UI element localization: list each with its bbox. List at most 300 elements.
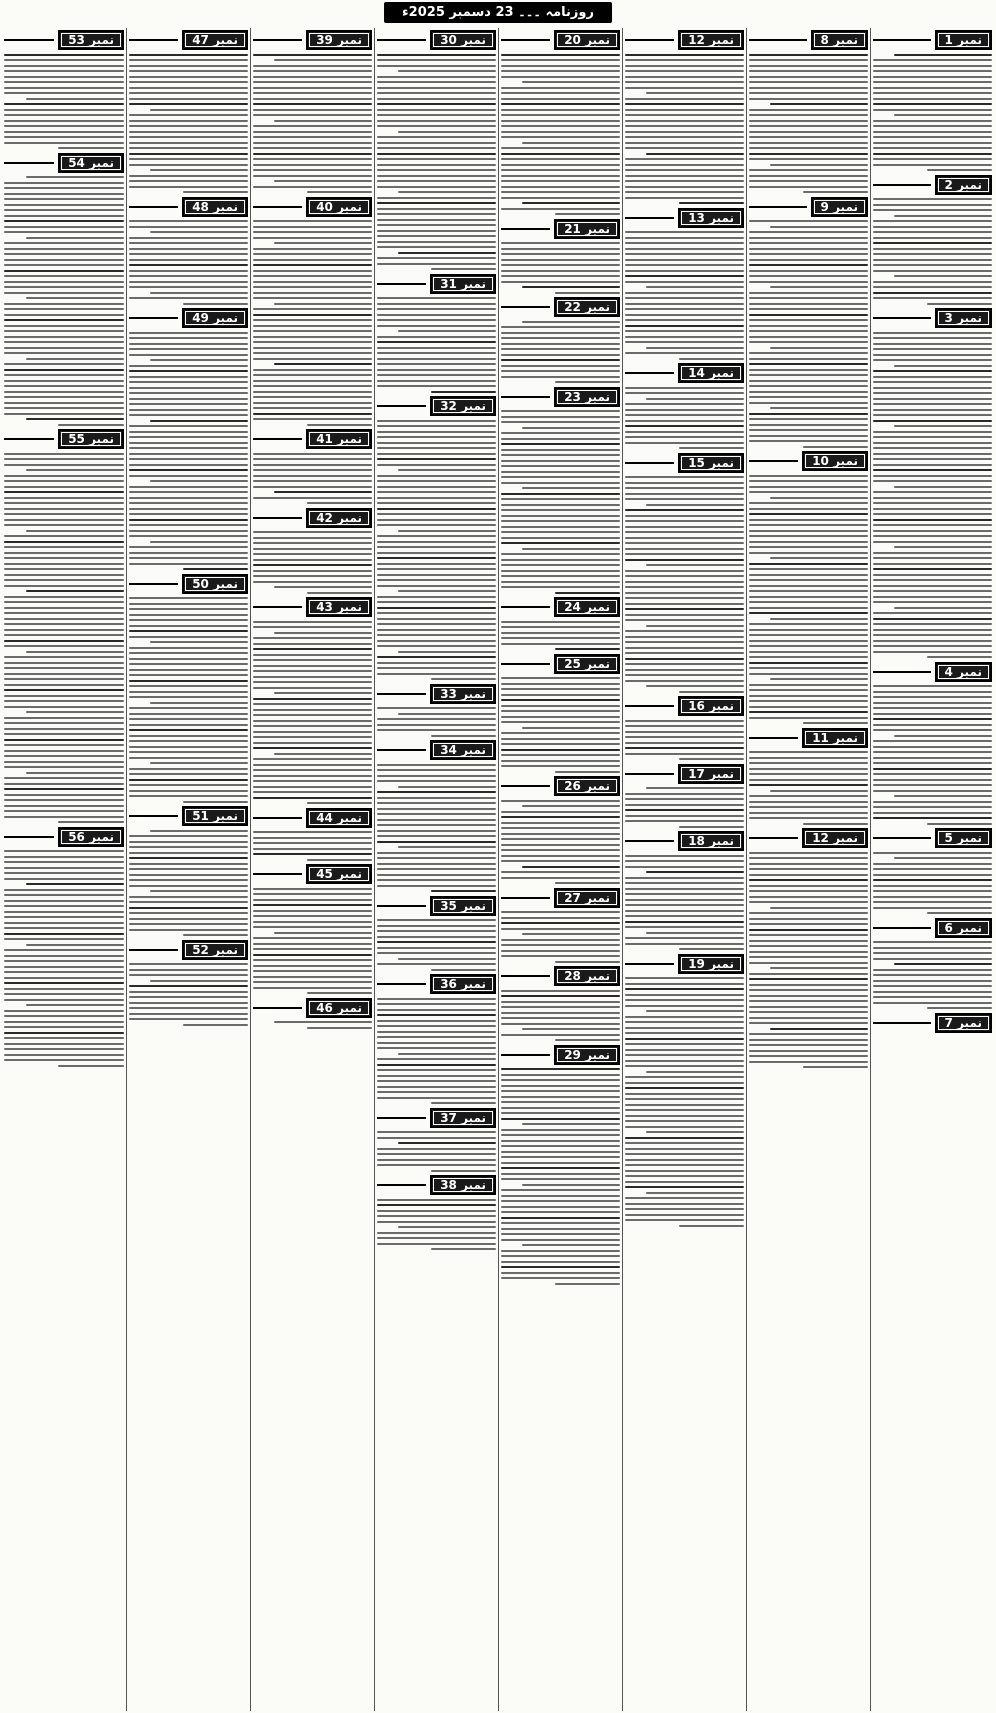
text-line (253, 959, 372, 961)
text-line (501, 1118, 620, 1120)
text-line (749, 336, 868, 338)
text-line (129, 923, 248, 925)
text-line (501, 559, 620, 561)
text-line (749, 1011, 868, 1013)
text-line (873, 740, 992, 742)
text-line (398, 70, 496, 72)
news-column (2, 28, 126, 1711)
text-line (4, 993, 124, 995)
text-line (749, 762, 868, 764)
text-line (625, 158, 744, 160)
text-line (873, 264, 992, 266)
news-column (250, 28, 374, 1711)
text-line (873, 779, 992, 781)
text-line (873, 941, 992, 943)
text-line (873, 952, 992, 954)
text-line (749, 435, 868, 437)
text-line (749, 879, 868, 881)
text-line (749, 319, 868, 321)
text-line (129, 103, 248, 105)
text-line (501, 354, 620, 356)
text-line (253, 169, 372, 171)
text-line (625, 1076, 744, 1078)
text-line (749, 1006, 868, 1008)
text-line (625, 259, 744, 261)
text-line (873, 70, 992, 72)
item-header (625, 453, 744, 473)
text-line (749, 369, 868, 371)
text-line (625, 81, 744, 83)
text-line (129, 519, 248, 521)
item-header (253, 998, 372, 1018)
text-line (749, 962, 868, 964)
item-number-label: نمبر 14 (678, 363, 744, 383)
text-line (522, 142, 620, 144)
text-line (377, 707, 496, 709)
text-line (501, 849, 620, 851)
text-line (129, 625, 248, 627)
text-line (770, 103, 868, 105)
text-line (129, 513, 248, 515)
item-header (377, 974, 496, 994)
text-line (625, 142, 744, 144)
text-line (377, 634, 496, 636)
text-line (129, 370, 248, 372)
text-line (4, 700, 124, 702)
text-line (4, 1043, 124, 1045)
news-item (4, 429, 124, 823)
text-line (770, 497, 868, 499)
text-line (4, 114, 124, 116)
text-line (398, 131, 496, 133)
text-line (625, 248, 744, 250)
text-line (501, 855, 620, 857)
text-line (625, 1170, 744, 1172)
text-line (431, 1102, 496, 1104)
text-line (274, 753, 372, 755)
item-body-text (873, 852, 992, 915)
text-line (873, 901, 992, 903)
text-line (749, 242, 868, 244)
text-line (927, 303, 992, 305)
text-line (625, 425, 744, 427)
text-line (274, 120, 372, 122)
text-line (501, 76, 620, 78)
text-line (377, 486, 496, 488)
text-line (4, 1037, 124, 1039)
text-line (4, 374, 124, 376)
header-rule (501, 975, 550, 977)
text-line (253, 136, 372, 138)
text-line (253, 259, 372, 261)
text-line (501, 191, 620, 193)
text-line (377, 491, 496, 493)
text-line (625, 325, 744, 327)
text-line (749, 180, 868, 182)
text-line (4, 303, 124, 305)
text-line (129, 885, 248, 887)
text-line (625, 1164, 744, 1166)
text-line (646, 1131, 744, 1133)
text-line (377, 103, 496, 105)
news-item (625, 954, 744, 1227)
text-line (377, 645, 496, 647)
text-line (377, 656, 496, 658)
text-line (625, 180, 744, 182)
text-line (501, 59, 620, 61)
text-line (625, 264, 744, 266)
text-line (253, 147, 372, 149)
text-line (129, 901, 248, 903)
text-line (307, 502, 372, 504)
text-line (501, 1206, 620, 1208)
item-number-label: نمبر 44 (306, 808, 372, 828)
text-line (129, 868, 248, 870)
text-line (377, 54, 496, 56)
text-line (129, 907, 248, 909)
text-line (501, 1001, 620, 1003)
text-line (501, 114, 620, 116)
text-line (873, 109, 992, 111)
text-line (873, 370, 992, 372)
text-line (501, 1006, 620, 1008)
text-line (749, 590, 868, 592)
text-line (749, 475, 868, 477)
text-line (749, 491, 868, 493)
text-line (749, 868, 868, 870)
text-line (625, 855, 744, 857)
text-line (873, 242, 992, 244)
text-line (873, 59, 992, 61)
item-number-label: نمبر 39 (306, 30, 372, 50)
text-line (377, 241, 496, 243)
text-line (749, 795, 868, 797)
text-line (749, 114, 868, 116)
text-line (625, 1016, 744, 1018)
text-line (749, 717, 868, 719)
text-line (749, 325, 868, 327)
text-line (253, 893, 372, 895)
text-line (129, 286, 248, 288)
text-line (749, 645, 868, 647)
text-line (307, 992, 372, 994)
text-line (377, 1020, 496, 1022)
text-line (4, 750, 124, 752)
text-line (307, 424, 372, 426)
text-line (274, 932, 372, 934)
text-line (501, 694, 620, 696)
text-line (749, 131, 868, 133)
text-line (377, 81, 496, 83)
text-line (129, 680, 248, 682)
news-item (253, 30, 372, 193)
item-header (501, 654, 620, 674)
header-rule (625, 372, 674, 374)
text-line (377, 114, 496, 116)
text-line (377, 464, 496, 466)
news-item (4, 827, 124, 1067)
news-item (129, 308, 248, 570)
text-line (129, 491, 248, 493)
text-line (749, 784, 868, 786)
text-line (150, 702, 248, 704)
news-column (126, 28, 250, 1711)
text-line (4, 1026, 124, 1028)
text-line (150, 980, 248, 982)
text-line (749, 186, 868, 188)
text-line (873, 131, 992, 133)
text-line (4, 766, 124, 768)
text-line (377, 1097, 496, 1099)
text-line (253, 681, 372, 683)
text-line (501, 87, 620, 89)
text-line (4, 949, 124, 951)
text-line (253, 92, 372, 94)
text-line (625, 820, 744, 822)
text-line (377, 857, 496, 859)
text-line (501, 410, 620, 412)
text-line (501, 454, 620, 456)
text-line (679, 1225, 744, 1227)
text-line (625, 1214, 744, 1216)
text-line (749, 391, 868, 393)
text-line (625, 736, 744, 738)
text-line (4, 253, 124, 255)
text-line (129, 779, 248, 781)
text-line (253, 581, 372, 583)
text-line (501, 253, 620, 255)
text-line (377, 1199, 496, 1201)
text-line (253, 253, 372, 255)
text-line (749, 1000, 868, 1002)
text-line (253, 786, 372, 788)
item-number-label: نمبر 1 (935, 30, 992, 50)
text-line (522, 1123, 620, 1125)
text-line (4, 546, 124, 548)
text-line (501, 1272, 620, 1274)
text-line (501, 476, 620, 478)
text-line (873, 947, 992, 949)
text-line (625, 753, 744, 755)
text-line (522, 1028, 620, 1030)
text-line (749, 817, 868, 819)
text-line (749, 81, 868, 83)
item-body-text (501, 321, 620, 384)
text-line (4, 491, 124, 493)
item-number-label: نمبر 31 (430, 274, 496, 294)
text-line (749, 552, 868, 554)
text-line (377, 120, 496, 122)
item-number-label: نمبر 12 (678, 30, 744, 50)
text-line (4, 689, 124, 691)
item-body-text (129, 54, 248, 194)
text-line (4, 109, 124, 111)
text-line (501, 1200, 620, 1202)
item-body-text (501, 242, 620, 294)
news-item (377, 1175, 496, 1250)
item-body-text (4, 176, 124, 426)
text-line (501, 1250, 620, 1252)
text-line (873, 629, 992, 631)
text-line (26, 590, 124, 592)
text-line (873, 801, 992, 803)
text-line (4, 380, 124, 382)
text-line (129, 729, 248, 731)
text-line (58, 147, 124, 149)
text-line (4, 513, 124, 515)
item-body-text (253, 453, 372, 505)
text-line (129, 458, 248, 460)
text-line (26, 176, 124, 178)
text-line (625, 131, 744, 133)
item-body-text (625, 977, 744, 1227)
header-rule (129, 206, 178, 208)
text-line (4, 656, 124, 658)
text-line (129, 54, 248, 56)
text-line (253, 125, 372, 127)
item-header (253, 197, 372, 217)
text-line (749, 281, 868, 283)
text-line (253, 131, 372, 133)
text-line (377, 835, 496, 837)
text-line (377, 169, 496, 171)
text-line (129, 969, 248, 971)
text-line (4, 385, 124, 387)
text-line (253, 308, 372, 310)
item-body-text (129, 597, 248, 803)
text-line (129, 142, 248, 144)
text-line (129, 98, 248, 100)
news-column (746, 28, 870, 1711)
news-item (253, 429, 372, 504)
item-body-text (749, 54, 868, 194)
text-line (4, 755, 124, 757)
news-item (4, 30, 124, 149)
text-line (749, 237, 868, 239)
item-number-label: نمبر 22 (554, 297, 620, 317)
item-header (873, 918, 992, 938)
text-line (749, 857, 868, 859)
text-line (873, 1002, 992, 1004)
text-line (625, 888, 744, 890)
text-line (501, 1178, 620, 1180)
header-rule (377, 749, 426, 751)
text-line (4, 535, 124, 537)
text-line (749, 1033, 868, 1035)
text-line (894, 857, 992, 859)
text-line (253, 453, 372, 455)
text-line (749, 59, 868, 61)
text-line (377, 998, 496, 1000)
text-line (749, 940, 868, 942)
item-number-label: نمبر 7 (935, 1013, 992, 1033)
text-line (501, 1211, 620, 1213)
header-rule (377, 905, 426, 907)
text-line (501, 1096, 620, 1098)
text-line (873, 204, 992, 206)
text-line (4, 911, 124, 913)
item-header (625, 363, 744, 383)
masthead (0, 0, 996, 26)
text-line (4, 352, 124, 354)
item-body-text (377, 707, 496, 737)
text-line (253, 659, 372, 661)
text-line (398, 713, 496, 715)
header-rule (4, 438, 54, 440)
text-line (625, 1120, 744, 1122)
item-number-label: نمبر 21 (554, 219, 620, 239)
text-line (625, 597, 744, 599)
text-line (431, 391, 496, 393)
text-line (4, 988, 124, 990)
text-line (26, 358, 124, 360)
text-line (307, 1027, 372, 1029)
text-line (749, 1044, 868, 1046)
news-column (374, 28, 498, 1711)
item-body-text (253, 220, 372, 426)
text-line (129, 381, 248, 383)
text-line (377, 153, 496, 155)
item-header (253, 864, 372, 884)
text-line (501, 1189, 620, 1191)
text-line (4, 612, 124, 614)
text-line (625, 237, 744, 239)
text-line (4, 1010, 124, 1012)
text-line (501, 370, 620, 372)
text-line (398, 846, 496, 848)
text-line (377, 819, 496, 821)
text-line (4, 363, 124, 365)
text-line (501, 1151, 620, 1153)
text-line (749, 568, 868, 570)
text-line (927, 169, 992, 171)
news-item (501, 219, 620, 294)
text-line (749, 253, 868, 255)
text-line (646, 504, 744, 506)
text-line (501, 1173, 620, 1175)
text-line (646, 1010, 744, 1012)
item-header (625, 831, 744, 851)
news-item (501, 297, 620, 383)
text-line (129, 918, 248, 920)
item-header (873, 662, 992, 682)
text-line (522, 866, 620, 868)
text-line (873, 868, 992, 870)
text-line (501, 944, 620, 946)
text-line (253, 888, 372, 890)
text-line (129, 879, 248, 881)
text-line (253, 670, 372, 672)
text-line (307, 802, 372, 804)
text-line (4, 905, 124, 907)
text-line (129, 835, 248, 837)
text-line (253, 965, 372, 967)
text-line (307, 859, 372, 861)
text-line (377, 147, 496, 149)
text-line (4, 220, 124, 222)
text-line (253, 564, 372, 566)
news-item (129, 197, 248, 305)
item-body-text (377, 764, 496, 893)
text-line (749, 486, 868, 488)
header-rule (749, 837, 798, 839)
text-line (873, 524, 992, 526)
text-line (129, 874, 248, 876)
text-line (4, 198, 124, 200)
text-line (873, 403, 992, 405)
item-number-label: نمبر 20 (554, 30, 620, 50)
text-line (377, 963, 496, 965)
